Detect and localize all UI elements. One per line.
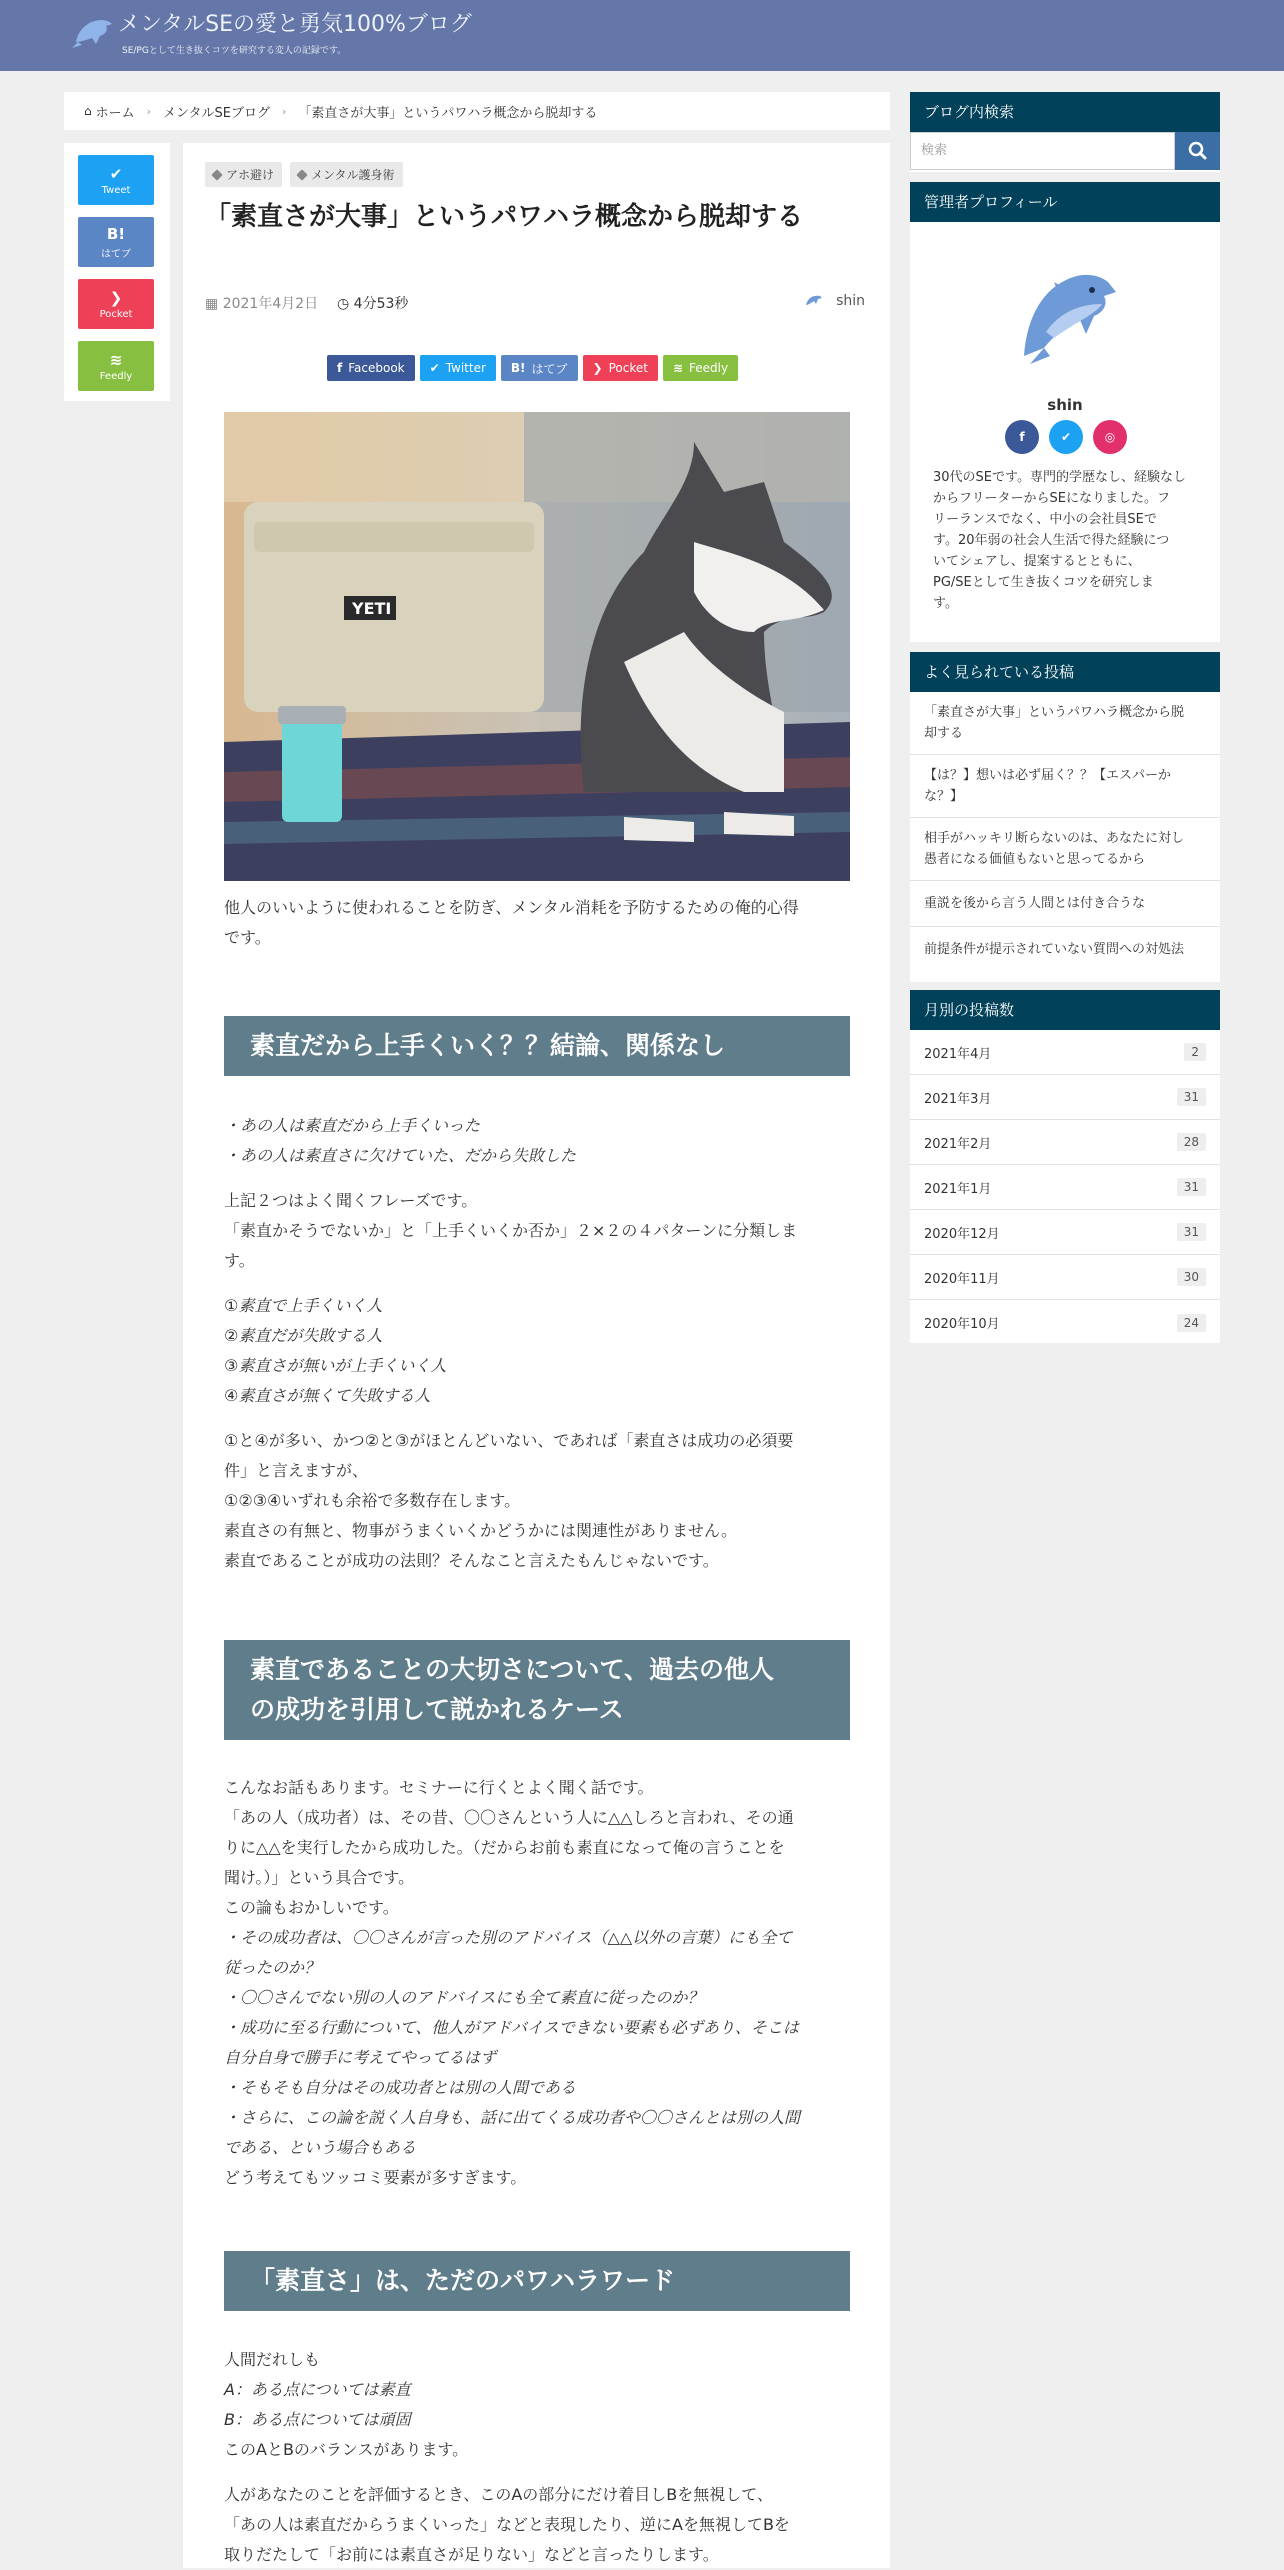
archive-month-link[interactable]: 2021年1月 31 xyxy=(910,1165,1220,1210)
social-links xyxy=(1000,420,1132,454)
paragraph: ①と④が多い、かつ②と③がほとんどいない、であれば「素直さは成功の必須要 件」と言えますが、 ①②③④いずれも余裕で多数存在します。 素直さの有無と、物事がうまくいくかどうかには関連性がありません。 素直であることが成功の法則？そんなこと言えたもんじゃないです。 xyxy=(224,1431,794,1570)
widget-title: よく見られている投稿 xyxy=(910,652,1220,692)
section-heading: 素直だから上手くいく？？結論、関係なし xyxy=(224,1016,850,1076)
feedly-share-button[interactable]: ≋ Feedly xyxy=(663,355,738,381)
post-count-badge: 31 xyxy=(1177,1223,1206,1241)
site-logo[interactable] xyxy=(70,12,472,56)
list-block: ・あの人は素直だから上手くいった ・あの人は素直さに欠けていた、だから失敗した xyxy=(224,1116,577,1165)
breadcrumb-home[interactable]: ホーム xyxy=(95,105,135,121)
archive-widget xyxy=(910,990,1220,1343)
read-time: ◷ 4分53秒 xyxy=(337,296,409,312)
breadcrumb-current: 「素直さが大事」というパワハラ概念から脱却する xyxy=(298,105,598,121)
article-title: 「素直さが大事」というパワハラ概念から脱却する xyxy=(205,202,804,232)
article-meta xyxy=(205,293,865,313)
feedly-icon: ≋ xyxy=(109,350,123,369)
list-block: ・その成功者は、〇〇さんが言った別のアドバイス（△△以外の言葉）にも全て 従ったのか？ ・〇〇さんでない別の人のアドバイスにも全て素直に従ったのか？ ・成功に至る行動について、他人がアドバイスできない要素も必ずあり、そこは 自分自身で勝手に考えてやってるはず ・そもそも自分はその成功者とは別の人間である ・さらに、この論を説く人自身も、話に出てくる成功者や〇〇さんとは別の人間 である、という場合もある xyxy=(224,1928,801,2157)
article xyxy=(183,143,890,2568)
twitter-icon: ✔ xyxy=(429,361,440,375)
svg-text:YETI: YETI xyxy=(352,599,392,618)
paragraph: 人間だれしも xyxy=(224,2350,321,2369)
archive-month-link[interactable]: 2020年12月 31 xyxy=(910,1210,1220,1255)
pocket-button[interactable]: ❯ Pocket xyxy=(78,279,154,329)
breadcrumb xyxy=(64,92,890,130)
tag-icon xyxy=(211,169,222,180)
search-button[interactable] xyxy=(1175,132,1220,170)
feedly-icon: ≋ xyxy=(672,361,684,375)
archive-month-link[interactable]: 2021年2月 28 xyxy=(910,1120,1220,1165)
popular-post-link[interactable]: 重説を後から言う人間とは付き合うな xyxy=(910,881,1220,927)
hatena-icon: B! xyxy=(510,361,526,375)
pocket-share-button[interactable]: ❯ Pocket xyxy=(583,355,658,381)
post-count-badge: 24 xyxy=(1177,1314,1206,1332)
facebook-icon[interactable]: f xyxy=(1005,420,1039,454)
site-title: メンタルSEの愛と勇気100%ブログ xyxy=(118,12,472,37)
twitter-icon: ✔ xyxy=(109,164,123,183)
clock-icon: ◷ xyxy=(337,296,354,312)
paragraph: こんなお話もあります。セミナーに行くとよく聞く話です。 「あの人（成功者）は、その昔、〇〇さんという人に△△しろと言われ、その通 りに△△を実行したから成功した。（だからお前も素直になって俺の言うことを 聞け。）」という具合です。 この論もおかしいです。 xyxy=(224,1778,794,1917)
widget-title: 管理者プロフィール xyxy=(910,182,1220,222)
archive-month-link[interactable]: 2020年11月 30 xyxy=(910,1255,1220,1300)
feedly-button[interactable]: ≋ Feedly xyxy=(78,341,154,391)
search-input[interactable]: 検索 xyxy=(910,132,1175,170)
archive-month-link[interactable]: 2020年10月 24 xyxy=(910,1300,1220,1345)
widget-title: ブログ内検索 xyxy=(910,92,1220,132)
category-badge[interactable]: メンタル護身術 xyxy=(290,162,403,187)
site-header xyxy=(0,0,1284,71)
intro-text: 他人のいいように使われることを防ぎ、メンタル消耗を予防するための俺的心得 です。 xyxy=(224,898,799,947)
author-avatar-icon xyxy=(804,293,824,309)
hatena-share-button[interactable]: B! はてブ xyxy=(501,355,578,381)
archive-month-link[interactable]: 2021年4月 2 xyxy=(910,1030,1220,1075)
list-block: A：ある点については素直 B：ある点については頑固 xyxy=(224,2380,411,2429)
hero-image xyxy=(224,412,850,881)
profile-bio: 30代のSEです。専門的学歴なし、経験なし からフリーターからSEになりました。フ リーランスでなく、中小の会社員SEで す。20年弱の社会人生活で得た経験につ いてシェアし、提案するとともに、 PG/SEとして生き抜くコツを研究しま す。 xyxy=(933,470,1186,611)
widget-title: 月別の投稿数 xyxy=(910,990,1220,1030)
popular-post-link[interactable]: 「素直さが大事」というパワハラ概念から脱 却する xyxy=(910,692,1220,755)
share-sidebar xyxy=(64,143,170,401)
search-widget xyxy=(910,92,1220,172)
category-list xyxy=(205,162,411,187)
pocket-icon: ❯ xyxy=(592,361,603,375)
category-badge[interactable]: アホ避け xyxy=(205,162,282,187)
tag-icon xyxy=(296,169,307,180)
paragraph: 人があなたのことを評価するとき、このAの部分にだけ着目しBを無視して、 「あの人は素直だからうまくいった」などと表現したり、逆にAを無視してBを 取りだたして「お前には素直さが足りない」などと言ったりします。 xyxy=(224,2485,790,2564)
tweet-button[interactable]: ✔ Tweet xyxy=(78,155,154,205)
home-icon: ⌂ xyxy=(84,104,92,118)
breadcrumb-category[interactable]: メンタルSEブログ xyxy=(163,105,270,121)
section-heading: 「素直さ」は、ただのパワハラワード xyxy=(224,2251,850,2311)
popular-post-link[interactable]: 相手がハッキリ断らないのは、あなたに対し 愚者になる価値もないと思ってるから xyxy=(910,818,1220,881)
popular-posts-widget xyxy=(910,652,1220,982)
twitter-share-button[interactable]: ✔ Twitter xyxy=(420,355,496,381)
popular-post-link[interactable]: 前提条件が提示されていない質問への対処法 xyxy=(924,942,1185,957)
list-block: ①素直で上手くいく人 ②素直だが失敗する人 ③素直さが無いが上手くいく人 ④素直さが無くて失敗する人 xyxy=(224,1296,447,1405)
author[interactable]: shin xyxy=(804,293,865,309)
search-icon xyxy=(1175,132,1220,170)
post-count-badge: 30 xyxy=(1177,1268,1206,1286)
instagram-icon[interactable]: ◎ xyxy=(1093,420,1127,454)
section-heading: 素直であることの大切さについて、過去の他人 の成功を引用して説かれるケース xyxy=(224,1640,850,1740)
pocket-icon: ❯ xyxy=(109,288,123,307)
hatena-button[interactable]: B! はてブ xyxy=(78,217,154,267)
chevron-right-icon: › xyxy=(282,104,287,118)
site-tagline: SE/PGとして生き抜くコツを研究する変人の記録です。 xyxy=(122,46,347,56)
post-count-badge: 2 xyxy=(1184,1043,1206,1061)
dolphin-avatar-icon xyxy=(1006,252,1126,372)
facebook-icon: f xyxy=(337,361,343,375)
post-count-badge: 31 xyxy=(1177,1178,1206,1196)
archive-month-link[interactable]: 2021年3月 31 xyxy=(910,1075,1220,1120)
calendar-icon: ▦ xyxy=(205,296,223,312)
dolphin-logo-icon xyxy=(70,12,114,52)
facebook-share-button[interactable]: f Facebook xyxy=(327,355,415,381)
share-bar xyxy=(327,355,743,381)
paragraph: どう考えてもツッコミ要素が多すぎます。 xyxy=(224,2168,527,2187)
paragraph: このAとBのバランスがあります。 xyxy=(224,2440,469,2459)
chevron-right-icon: › xyxy=(146,104,152,118)
profile-widget xyxy=(910,182,1220,642)
post-count-badge: 31 xyxy=(1177,1088,1206,1106)
paragraph: 上記２つはよく聞くフレーズです。 「素直かそうでないか」と「上手くいくか否か」２×２の４パターンに分類しま す。 xyxy=(224,1191,798,1270)
post-date: ▦ 2021年4月2日 xyxy=(205,296,319,312)
post-count-badge: 28 xyxy=(1177,1133,1206,1151)
profile-name: shin xyxy=(1047,396,1083,414)
twitter-icon[interactable]: ✔ xyxy=(1049,420,1083,454)
popular-post-link[interactable]: 【は？】想いは必ず届く？？【エスパーか な？】 xyxy=(910,755,1220,818)
hatena-icon: B! xyxy=(106,224,126,243)
